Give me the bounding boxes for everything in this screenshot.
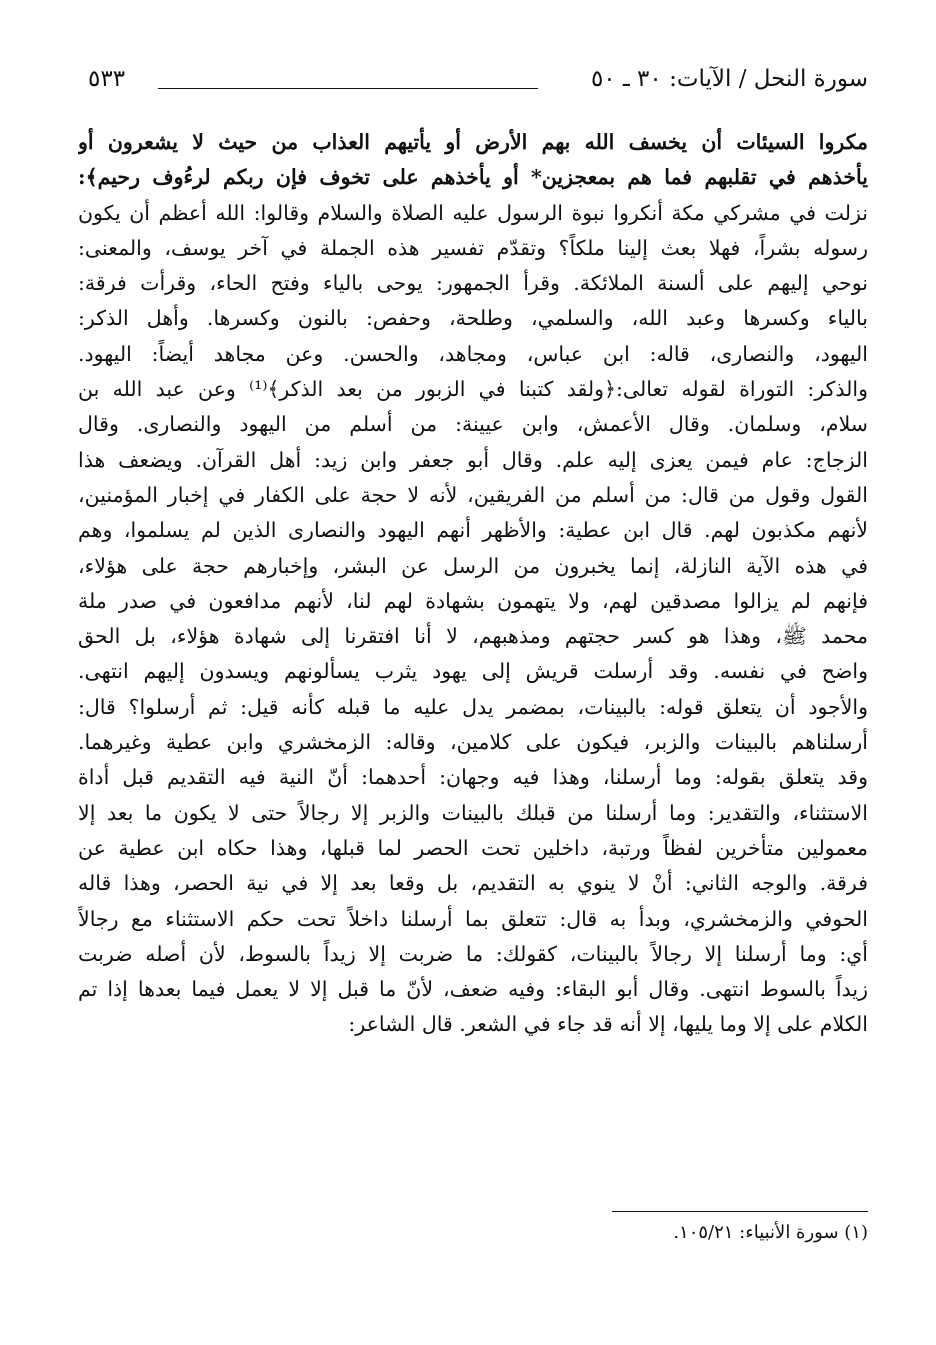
text-line: نوحي إليهم على ألسنة الملائكة. وقرأ الجمهور: يوحى بالياء وفتح الحاء، وقرأت فرقة: (78, 271, 868, 296)
text-line: القول وقول من قال: من أسلم من الفريقين، لأنه لا حجة على الكفار في إخبار المؤمنين، (78, 482, 868, 507)
text-line: نزلت في مشركي مكة أنكروا نبوة الرسول عليه الصلاة والسلام وقالوا: الله أعظم أن يكون (78, 200, 868, 225)
chapter-title: سورة النحل / الآيات: ٣٠ ـ ٥٠ (590, 66, 868, 92)
text-line: لأنهم مكذبون لهم. قال ابن عطية: والأظهر أنهم اليهود والنصارى الذين لم يسلموا، وهم (78, 518, 868, 543)
text-line: الاستثناء، والتقدير: وما أرسلنا من قبلك بالبينات والزبر إلا رجالاً حتى لا يكون ما بعد إلا (78, 800, 868, 825)
text-line: زيداً بالسوط انتهى. وقال أبو البقاء: وفيه ضعف، لأنّ ما قبل إلا لا يعمل فيما بعدها إذا تم (78, 977, 868, 1002)
header-rule (158, 88, 538, 89)
page-number: ٥٣٣ (88, 66, 126, 92)
text-line: والأجود أن يتعلق قوله: بالبينات، بمضمر يدل عليه ما قبله كأنه قيل: ثم أرسلوا؟ قال: (78, 694, 868, 719)
text-line: مكروا السيئات أن يخسف الله بهم الأرض أو يأتيهم العذاب من حيث لا يشعرون أو (78, 130, 868, 154)
text-line: والذكر: التوراة لقوله تعالى:﴿ولقد كتبنا في الزبور من بعد الذكر﴾⁽¹⁾ وعن عبد الله بن (78, 377, 868, 402)
text-line: بالياء وكسرها وعبد الله، والسلمي، وطلحة، وحفص: بالنون وكسرها. وأهل الذكر: (78, 306, 868, 331)
text-line: رسوله بشراً، فهلا بعث إلينا ملكاً؟ وتقدّم تفسير هذه الجملة في آخر يوسف، والمعنى: (78, 235, 868, 260)
text-line: الزجاج: عام فيمن يعزى إليه علم. وقال أبو جعفر وابن زيد: أهل القرآن. ويضعف هذا (78, 447, 868, 472)
text-line: محمد ﷺ، وهذا هو كسر حجتهم ومذهبهم، لا أنا افتقرنا إلى شهادة هؤلاء، بل الحق (78, 624, 868, 649)
text-line: سلام، وسلمان. وقال الأعمش، وابن عيينة: من أسلم من اليهود والنصارى. وقال (78, 412, 868, 437)
text-line: الكلام على إلا وما يليها، إلا أنه قد جاء في الشعر. قال الشاعر: (348, 1012, 868, 1037)
main-text (78, 125, 868, 1043)
text-line: في هذه الآية النازلة، إنما يخبرون من الرسل عن البشر، وإخبارهم حجة على هؤلاء، (78, 553, 868, 578)
text-line: فرقة. والوجه الثاني: أنْ لا ينوي به التقديم، بل وقعا بعد إلا في نية الحصر، وهذا قاله (78, 871, 868, 896)
text-line: أي: وما أرسلنا إلا رجالاً بالبينات، كقولك: ما ضربت إلا زيداً بالسوط، لأن أصله ضربت (78, 941, 868, 966)
text-line: الحوفي والزمخشري، وبدأ به قال: تتعلق بما أرسلنا داخلاً تحت حكم الاستثناء مع رجالاً (78, 906, 868, 931)
text-line: معمولين متأخرين لفظاً ورتبة، داخلين تحت الحصر لما قبلها، وهذا حكاه ابن عطية عن (78, 835, 868, 860)
text-line: واضح في نفسه. وقد أرسلت قريش إلى يهود يثرب يسألونهم ويسدون إليهم انتهى. (78, 659, 868, 684)
text-line: أرسلناهم بالبينات والزبر، فيكون على كلامين، وقاله: الزمخشري وابن عطية وغيرهما. (78, 730, 868, 755)
text-line: فإنهم لم يزالوا مصدقين لهم، ولا يتهمون بشهادة لهم لنا، لأنهم مدافعون في صدر ملة (78, 588, 868, 613)
text-line: اليهود، والنصارى، قاله: ابن عباس، ومجاهد، والحسن. وعن مجاهد أيضاً: اليهود. (78, 341, 868, 366)
text-line: يأخذهم في تقلبهم فما هم بمعجزين* أو يأخذهم على تخوف فإن ربكم لرءُوف رحيم﴾: (78, 165, 868, 190)
footnote: (١) سورة الأنبياء: ١٠٥/٢١. (673, 1222, 868, 1243)
footnote-rule (612, 1211, 868, 1212)
text-line: وقد يتعلق بقوله: وما أرسلنا، وهذا فيه وجهان: أحدهما: أنّ النية فيه التقديم قبل أداة (78, 765, 868, 790)
running-header (88, 66, 868, 106)
